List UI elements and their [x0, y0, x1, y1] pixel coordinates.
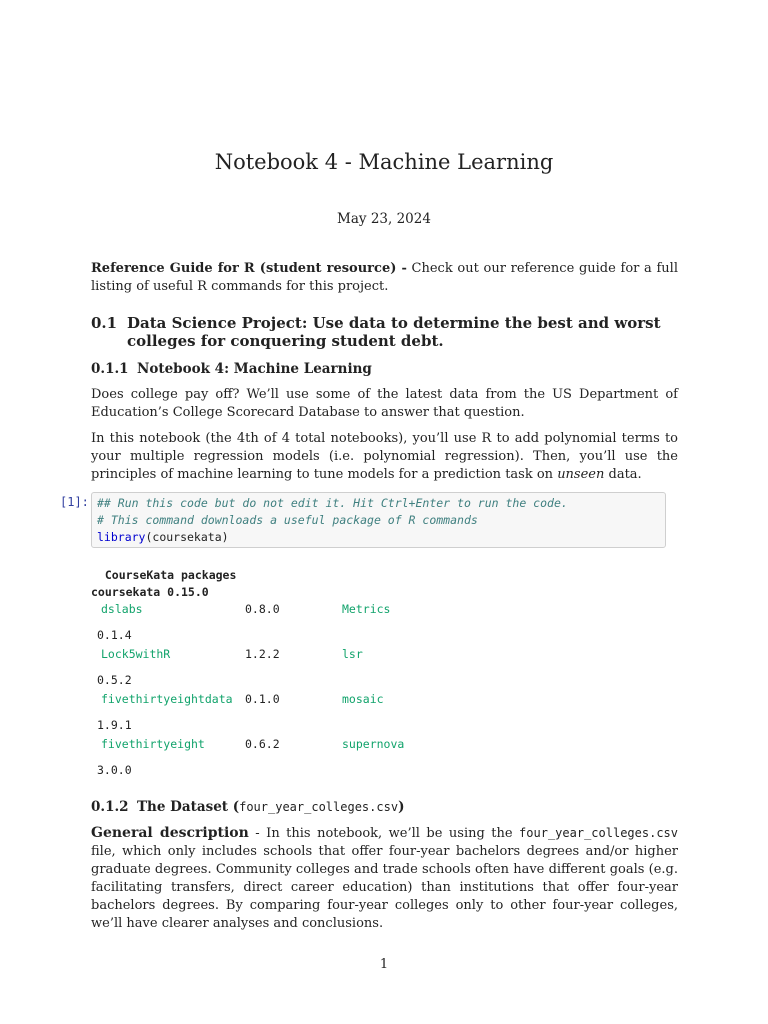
reference-text: Check out our reference guide for a full listing of useful R commands for this project.: [91, 261, 678, 294]
subsection-2-title-end: ): [398, 799, 405, 815]
reference-paragraph: [91, 260, 678, 296]
output-package-name: dslabs: [101, 602, 143, 616]
output-package-version: 1.2.2: [245, 647, 280, 661]
output-package-version: 0.6.2: [245, 737, 280, 751]
section-number: 0.1: [91, 314, 118, 332]
output-package-version: 3.0.0: [97, 763, 132, 777]
output-package-name: fivethirtyeight: [101, 737, 205, 751]
paragraph-3-text-a: - In this notebook, we’ll be using the: [248, 826, 520, 841]
output-package-version: 0.1.0: [245, 692, 280, 706]
general-description-label: General description: [91, 825, 249, 841]
section-heading: [91, 314, 678, 350]
code-line-1: ## Run this code but do not edit it. Hit Ctrl+Enter to run the code.: [97, 496, 568, 510]
subsection-2-filename: four_year_colleges.csv: [239, 800, 399, 814]
code-line-2: # This command downloads a useful package of R commands: [97, 513, 478, 527]
paragraph-3-text-b: file, which only includes schools that offer four-year bachelors degrees and/or higher graduate degrees. Community colleges and trade schools often have different goals (e.g. facilitating transfers, direct career education) than institutions that offer four-year bachelors degrees. By comparing four-year colleges only to other four-year colleges, we’ll have clearer analyses and conclusions.: [91, 844, 678, 931]
output-coursekata-version: coursekata 0.15.0: [91, 585, 209, 599]
output-package-version: 0.1.4: [97, 628, 132, 642]
page-number: 1: [379, 957, 389, 972]
paragraph-2-text: In this notebook (the 4th of 4 total notebooks), you’ll use R to add polynomial terms to your multiple regression models (i.e. polynomial regression). Then, you’ll use the principles of machine learning to tune models for a prediction task on: [91, 431, 678, 482]
code-line-3: [97, 529, 660, 546]
subsection-2-title: The Dataset (: [137, 799, 240, 815]
output-package-name: Lock5withR: [101, 647, 171, 661]
paragraph-1: Does college pay off? We’ll use some of the latest data from the US Department of Education’s College Scorecard Database to answer that question.: [91, 387, 678, 420]
paragraph-3-filename: four_year_colleges.csv: [519, 826, 678, 840]
paragraph-2-end: data.: [604, 467, 642, 482]
paragraph-3: [91, 824, 678, 933]
code-keyword: library: [97, 530, 146, 544]
subsection-heading-2: [91, 798, 678, 816]
output-header: CourseKata packages: [91, 568, 237, 582]
output-package-version: 1.9.1: [97, 718, 132, 732]
output-package-name: Metrics: [342, 602, 391, 616]
cell-prompt: [1]:: [60, 495, 89, 509]
output-package-version: 0.5.2: [97, 673, 132, 687]
section-title: Data Science Project: Use data to determine the best and worst colleges for conquering student debt.: [127, 314, 661, 350]
subsection-1-title: Notebook 4: Machine Learning: [137, 361, 372, 377]
code-cell[interactable]: [91, 492, 666, 548]
output-package-name: supernova: [342, 737, 405, 751]
output-package-name: fivethirtyeightdata: [101, 692, 233, 706]
code-args: (coursekata): [145, 530, 229, 544]
output-package-version: 0.8.0: [245, 602, 280, 616]
output-package-name: mosaic: [342, 692, 384, 706]
paragraph-2: [91, 430, 678, 484]
subsection-heading-1: [91, 360, 678, 378]
output-package-name: lsr: [342, 647, 363, 661]
reference-label: Reference Guide for R (student resource) -: [91, 261, 407, 276]
document-date: May 23, 2024: [337, 211, 431, 227]
document-title: Notebook 4 - Machine Learning: [214, 150, 554, 174]
paragraph-2-emphasis: unseen: [557, 467, 605, 482]
subsection-2-number: 0.1.2: [91, 799, 129, 815]
subsection-1-number: 0.1.1: [91, 361, 129, 377]
